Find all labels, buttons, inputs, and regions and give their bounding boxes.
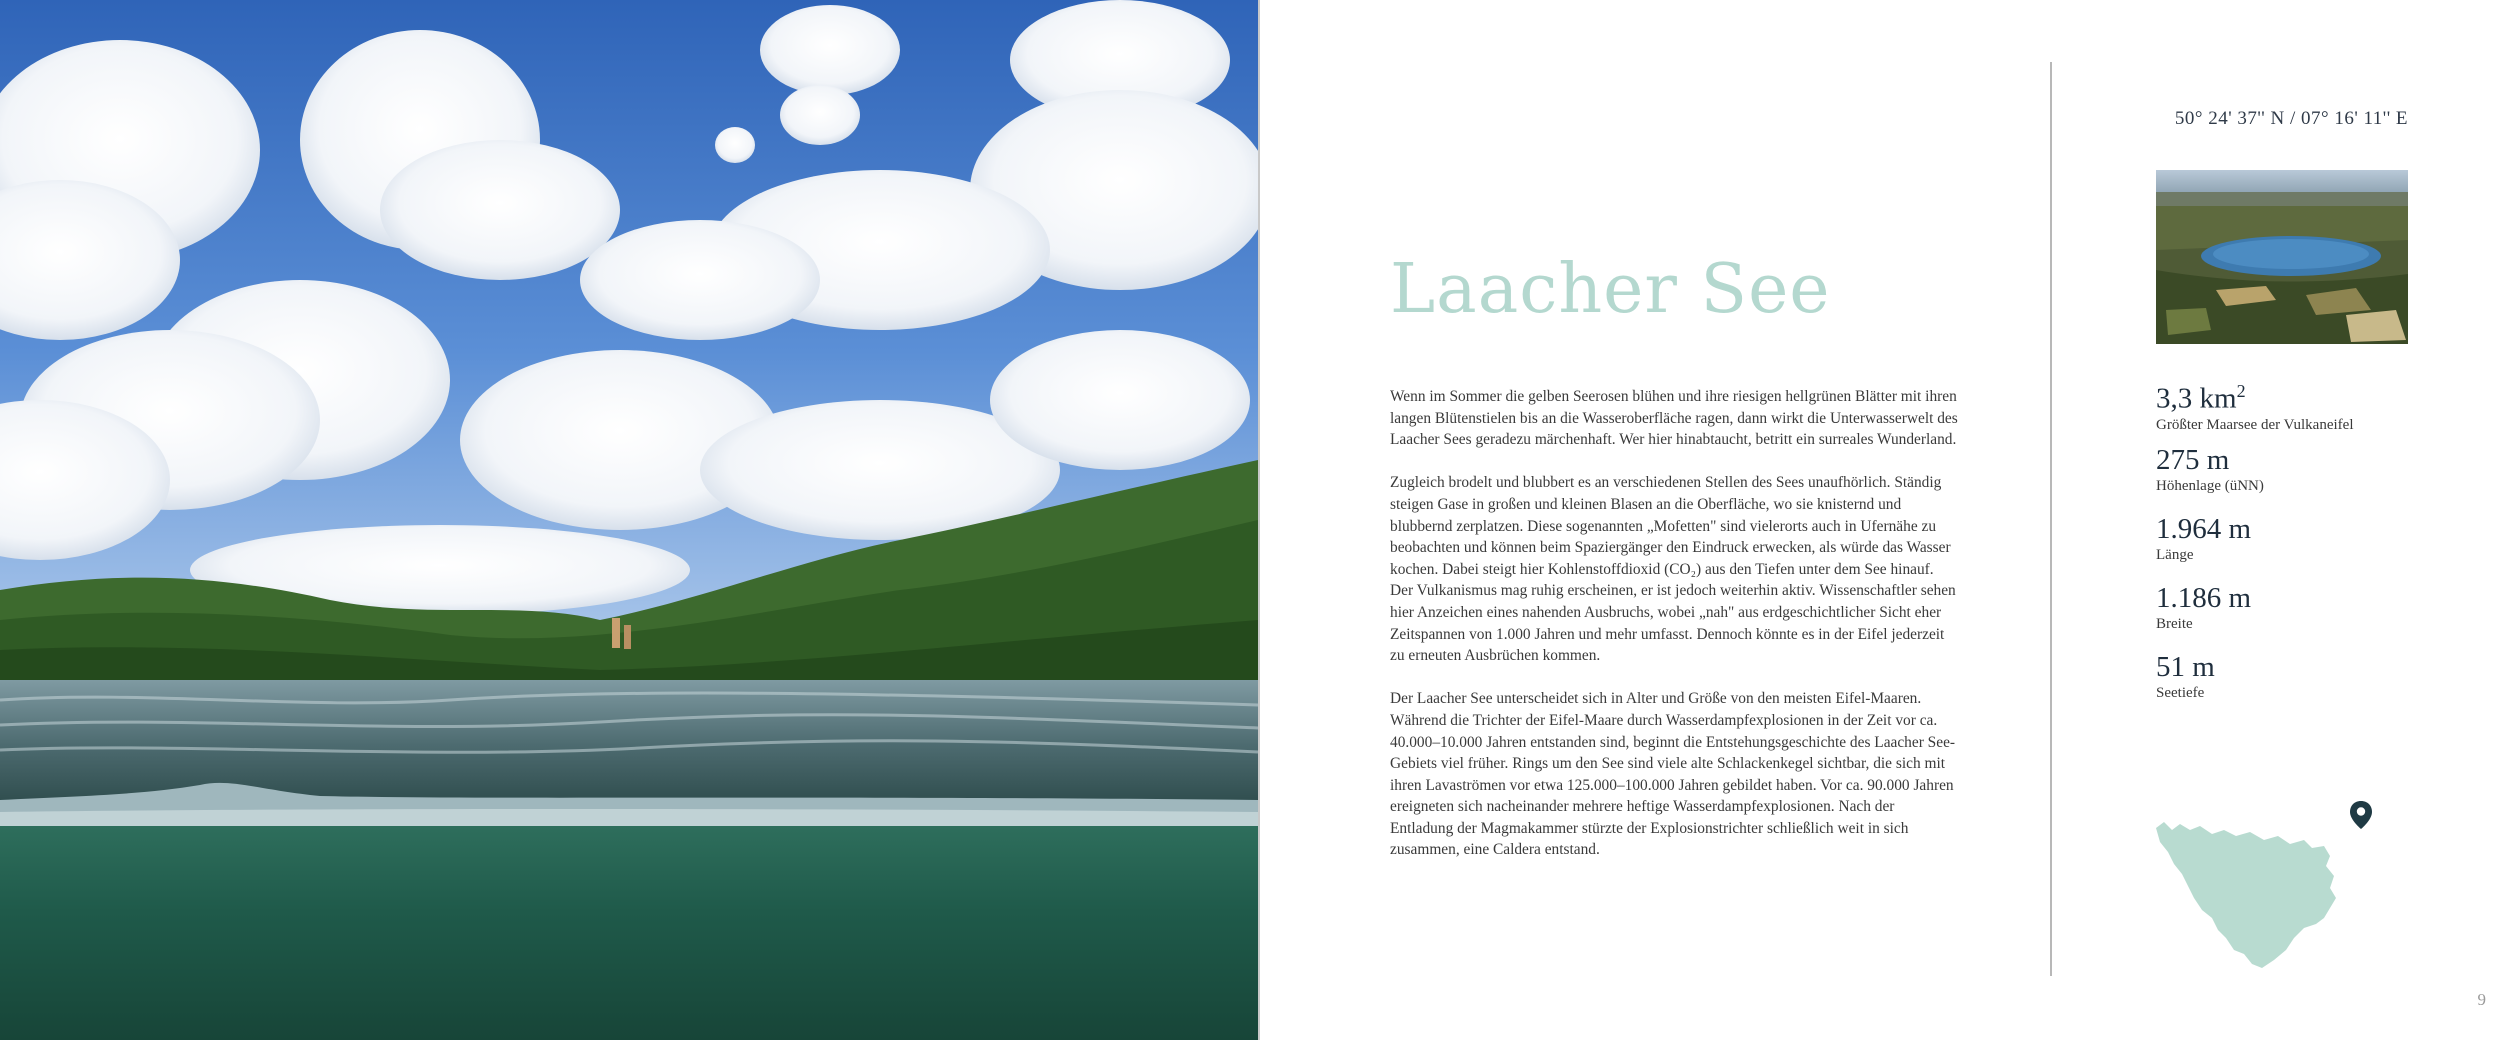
fact-label: Seetiefe (2156, 685, 2205, 701)
map-pin-icon (2348, 800, 2374, 830)
fact-label: Länge (2156, 547, 2194, 563)
paragraph: Wenn im Sommer die gelben Seerosen blühen und ihre riesigen hellgrünen Blätter mit ihren langen Blütenstielen bis an die Wasseroberfläche ragen, dann wirkt die Unterwasserwelt des Laacher Sees geradezu märchenhaft. Wer hier hinabtaucht, betritt ein surreales Wunderland. (1390, 388, 1958, 449)
page-number: 9 (2477, 990, 2486, 1009)
fact-label: Breite (2156, 616, 2193, 632)
article-body (1390, 386, 1960, 883)
fact-label: Höhenlage (üNN) (2156, 478, 2264, 494)
fact-width (2156, 581, 2456, 650)
fact-area (2156, 374, 2456, 443)
page-title: Laacher See (1390, 250, 1831, 329)
fact-value: 275 m (2156, 444, 2230, 476)
fact-depth (2156, 650, 2456, 719)
fact-label: Größter Maarsee der Vulkaneifel (2156, 416, 2354, 433)
column-divider (2050, 62, 2052, 976)
fact-value: 3,3 $km^2$ (2156, 381, 2246, 415)
page-gutter (1258, 0, 1260, 1040)
fact-value: 1.964 m (2156, 513, 2252, 545)
fact-value: 51 m (2156, 651, 2215, 683)
aerial-lake-photo (2156, 170, 2408, 344)
gps-coordinates: 50° 24' 37'' N / 07° 16' 11'' E (2174, 108, 2408, 129)
fact-elevation (2156, 443, 2456, 512)
fact-value: 1.186 m (2156, 582, 2252, 614)
fact-length (2156, 512, 2456, 581)
lake-photo (0, 0, 1258, 1040)
paragraph: Zugleich brodelt und blubbert es an verschiedenen Stellen des Sees unaufhörlich. Ständig steigen Gase in großen und kleinen Blasen an die Oberfläche, wo sie knisternd und blubbernd zerplatzen. Diese sogenannten „Mofetten" sind vielerorts auch in Ufernähe zu beobachten und können beim Spaziergänger den Eindruck erwecken, als würde das Wasser kochen. Dabei steigt hier Kohlenstoffdioxid (CO₂) aus den Tiefen unter dem See hinauf. Der Vulkanismus mag ruhig erscheinen, er ist jedoch weiterhin aktiv. Wissenschaftler sehen hier Anzeichen eines nahenden Ausbruchs, wobei „nah" aus erdgeschichtlicher Sicht eher Zeitspannen von 1.000 Jahren und mehr umfasst. Dennoch könnte es in der Eifel jederzeit zu erneuten Ausbrüchen kommen. (1390, 474, 1956, 665)
paragraph: Der Laacher See unterscheidet sich in Alter und Größe von den meisten Eifel-Maaren. Während die Trichter der Eifel-Maare durch Wasserdampfexplosionen in der Zeit vor ca. 40.000–10.000 Jahren entstanden sind, beginnt die Entstehungsgeschichte des Laacher See-Gebiets viel früher. Rings um den See sind viele alte Schlackenkegel sichtbar, die sich mit ihren Lavaströmen vor etwa 125.000–100.000 Jahren gebildet haben. Vor ca. 90.000 Jahren ereigneten sich nacheinander mehrere heftige Wasserdampfexplosionen. Nach der Entladung der Magmakammer stürzte der Explosionstrichter schließlich weit in sich zusammen, eine Caldera entstand. (1390, 690, 1956, 859)
key-facts (2156, 374, 2456, 719)
